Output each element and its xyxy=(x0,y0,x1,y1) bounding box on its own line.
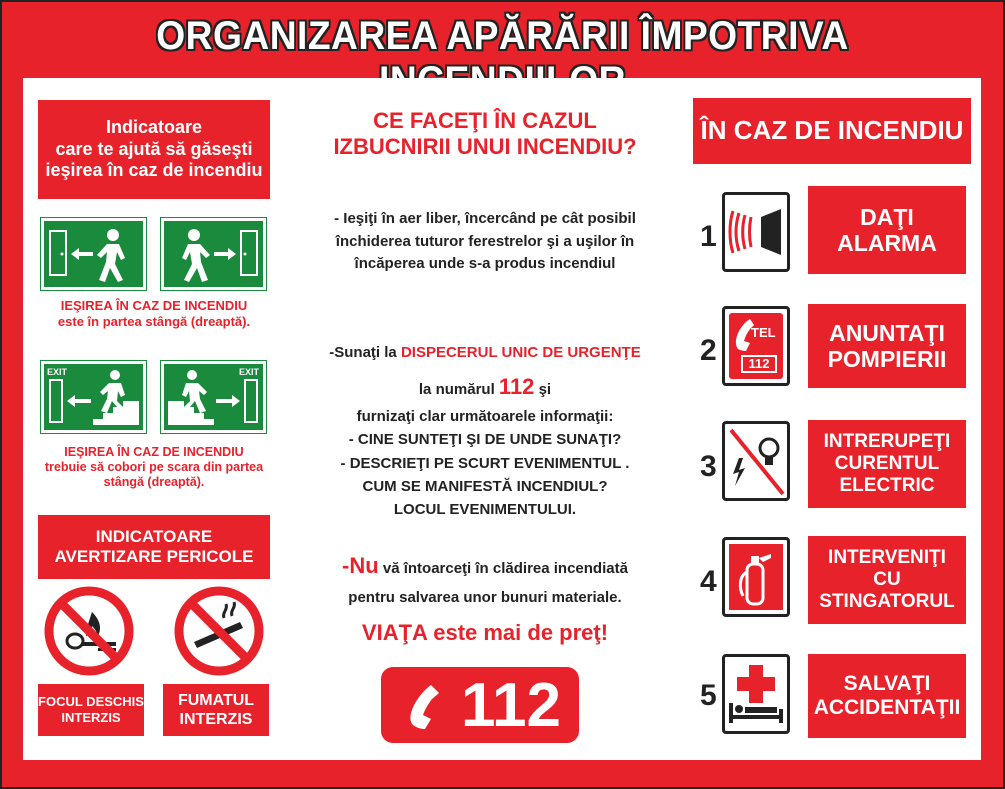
exit-right-icon xyxy=(161,218,266,290)
open-fire-line-2: INTERZIS xyxy=(61,710,121,725)
exit-left-icon xyxy=(41,218,146,290)
info-line-4: CUM SE MANIFESTĂ INCENDIUL? xyxy=(362,477,608,495)
call-prefix: -Sunaţi la xyxy=(329,344,401,361)
warning-header-line-1: INDICATOARE xyxy=(95,526,213,546)
step-1-line-2: ALARMA xyxy=(837,230,937,256)
first-aid-icon xyxy=(725,657,787,731)
exit-caption-2-line-3: stângă (dreaptă). xyxy=(103,475,205,489)
center-heading-line-2: IZBUCNIRII UNUI INCENDIU? xyxy=(333,134,637,160)
open-fire-forbidden-label xyxy=(38,684,144,736)
phone-icon xyxy=(399,677,455,733)
tel-label: TEL xyxy=(751,325,776,340)
step-5-line-2: ACCIDENTAŢII xyxy=(813,696,961,719)
exit-header-line-3: ieşirea în caz de incendiu xyxy=(45,160,263,181)
step-3-line-1: INTRERUPEŢI xyxy=(823,431,951,453)
info-line-2: - CINE SUNTEŢI ŞI DE UNDE SUNAŢI? xyxy=(348,431,622,449)
exit-stairs-right-icon xyxy=(161,361,266,433)
exit-header-line-2: care te ajută să găseşti xyxy=(55,138,253,159)
exit-caption-2 xyxy=(30,445,278,490)
no-open-fire-icon xyxy=(42,584,136,678)
exit-stairs-right-sign xyxy=(160,360,267,434)
step-4-line-3: STINGATORUL xyxy=(819,590,955,612)
step-4-number: 4 xyxy=(700,565,717,598)
step-4-line-1: INTERVENIŢI xyxy=(828,547,946,569)
step-5-line-1: SALVAŢI xyxy=(843,671,931,695)
no-dash: - xyxy=(342,553,350,578)
exit-stairs-left-icon xyxy=(41,361,146,433)
life-slogan: VIAŢA este mai de preţ! xyxy=(361,620,609,645)
step-1-icon-box xyxy=(722,192,790,272)
step-5-number: 5 xyxy=(700,679,717,712)
advice-paragraph-1 xyxy=(290,208,680,276)
step-2-number: 2 xyxy=(700,334,717,367)
call-dispatcher-line xyxy=(290,343,680,363)
step-3-number: 3 xyxy=(700,450,717,483)
extinguisher-bg xyxy=(729,544,783,610)
step-4-action xyxy=(808,536,966,624)
open-fire-line-1: FOCUL DESCHIS xyxy=(38,694,144,710)
step-3-line-3: ELECTRIC xyxy=(839,474,935,496)
tel-112-badge xyxy=(729,313,783,379)
exit-stairs-left-label: EXIT xyxy=(47,367,68,377)
step-1-action xyxy=(808,186,966,274)
step-5-icon-box xyxy=(722,654,790,734)
emergency-number: 112 xyxy=(498,374,535,399)
emergency-number-line xyxy=(290,372,680,402)
smoking-line-2: INTERZIS xyxy=(179,711,253,728)
exit-stairs-right-label: EXIT xyxy=(239,367,260,377)
fire-extinguisher-icon xyxy=(729,544,783,610)
step-4-line-2: CU xyxy=(873,569,901,591)
step-1-number: 1 xyxy=(700,220,717,253)
do-not-return-line-1 xyxy=(290,551,680,581)
advice-1-line-2: închiderea tuturor ferestrelor şi a uşilor în xyxy=(335,232,635,250)
in-case-of-fire-header: ÎN CAZ DE INCENDIU xyxy=(693,98,971,164)
no-smoking-icon xyxy=(172,584,266,678)
do-not-return-rest: vă întoarceţi în clădirea incendiată xyxy=(378,560,628,577)
do-not-return-line-2: pentru salvarea unor bunuri materiale. xyxy=(348,589,622,606)
info-list xyxy=(290,405,680,521)
step-2-action xyxy=(808,304,966,388)
exit-signs-header xyxy=(38,100,270,199)
exit-caption-1-line-2: este în partea stângă (dreaptă). xyxy=(57,313,251,329)
number-prefix: la numărul xyxy=(418,381,499,398)
step-2-line-2: POMPIERII xyxy=(827,346,947,372)
info-line-3: - DESCRIEŢI PE SCURT EVENIMENTUL . xyxy=(340,454,630,472)
exit-right-sign xyxy=(160,217,267,291)
alarm-bell-icon xyxy=(725,195,787,269)
info-line-1: furnizaţi clar următoarele informaţii: xyxy=(356,408,614,425)
smoking-forbidden-label xyxy=(163,684,269,736)
tel-number: 112 xyxy=(748,356,770,371)
step-1-line-1: DAŢI xyxy=(860,203,914,230)
step-5-action xyxy=(808,654,966,738)
tel-number-box xyxy=(741,355,777,373)
no-word: Nu xyxy=(349,553,379,578)
number-suffix: şi xyxy=(534,381,552,398)
emergency-phone-badge xyxy=(381,667,579,743)
smoking-line-1: FUMATUL xyxy=(177,691,255,709)
phone-number: 112 xyxy=(460,670,562,740)
center-heading xyxy=(290,108,680,161)
exit-left-sign xyxy=(40,217,147,291)
step-3-line-2: CURENTUL xyxy=(834,453,940,475)
step-2-icon-box xyxy=(722,306,790,386)
exit-caption-2-line-1: IEŞIREA ÎN CAZ DE INCENDIU xyxy=(64,445,244,459)
exit-stairs-left-sign xyxy=(40,360,147,434)
advice-1-line-3: încăperea unde s-a produs incendiul xyxy=(354,255,616,272)
step-2-line-1: ANUNTAŢI xyxy=(829,319,945,346)
power-off-icon xyxy=(725,424,787,498)
exit-caption-2-line-2: trebuie să cobori pe scara din partea xyxy=(44,460,264,474)
center-heading-line-1: CE FACEŢI ÎN CAZUL xyxy=(373,108,597,133)
dispatcher-name: DISPECERUL UNIC DE URGENŢE xyxy=(400,344,641,361)
step-3-action xyxy=(808,420,966,508)
step-4-icon-box xyxy=(722,537,790,617)
warning-header-line-2: AVERTIZARE PERICOLE xyxy=(54,547,254,566)
advice-1-line-1: - Ieşiţi în aer liber, încercând pe cât posibil xyxy=(334,210,636,227)
warning-signs-header xyxy=(38,515,270,579)
poster-title: ORGANIZAREA APĂRĂRII ÎMPOTRIVA xyxy=(156,14,849,58)
exit-caption-1-line-1: IEŞIREA ÎN CAZ DE INCENDIU xyxy=(60,298,248,313)
step-3-icon-box xyxy=(722,421,790,501)
exit-header-line-1: Indicatoare xyxy=(105,117,203,138)
exit-caption-1 xyxy=(30,298,278,329)
info-line-5: LOCUL EVENIMENTULUI. xyxy=(393,501,577,518)
